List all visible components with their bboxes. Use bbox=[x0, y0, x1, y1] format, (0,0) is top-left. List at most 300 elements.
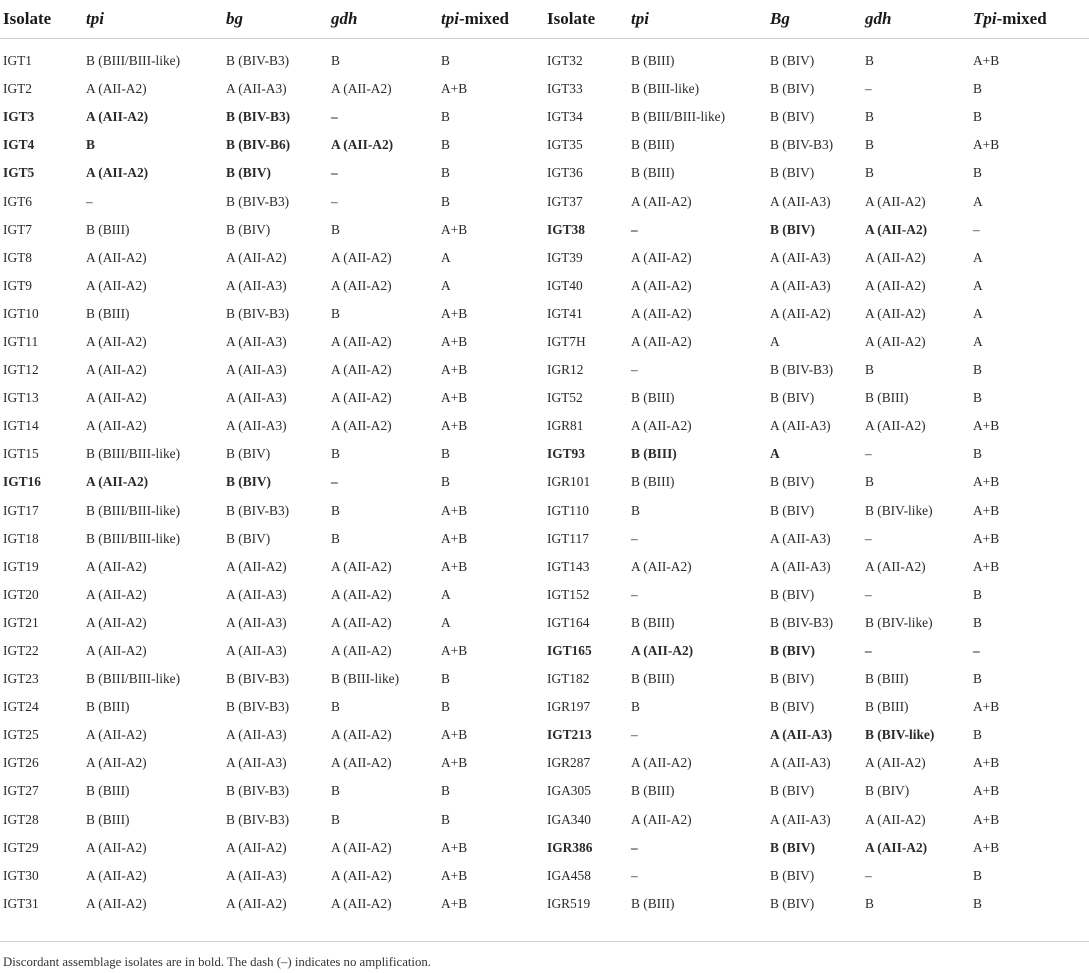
genotype-cell: B bbox=[865, 53, 874, 69]
table-row bbox=[0, 806, 1089, 834]
genotype-cell: A (AII-A2) bbox=[865, 811, 926, 827]
genotype-cell: A (AII-A3) bbox=[770, 418, 831, 434]
genotype-cell: A+B bbox=[973, 418, 1000, 434]
genotype-cell: A (AII-A2) bbox=[86, 249, 147, 265]
genotype-cell: A (AII-A2) bbox=[331, 362, 392, 378]
genotype-cell: B (BIII/BIII-like) bbox=[86, 53, 181, 69]
genotype-cell: A (AII-A2) bbox=[631, 333, 692, 349]
genotype-cell: A (AII-A2) bbox=[86, 558, 147, 574]
genotype-cell: A (AII-A2) bbox=[86, 390, 147, 406]
genotype-cell: A (AII-A2) bbox=[631, 193, 692, 209]
genotype-cell: B (BIV) bbox=[865, 783, 910, 799]
genotype-cell: B (BIII) bbox=[631, 614, 675, 630]
genotype-cell: B bbox=[973, 81, 982, 97]
genotype-cell: B (BIV) bbox=[770, 474, 815, 490]
genotype-cell: B bbox=[865, 474, 874, 490]
genotype-cell: B bbox=[973, 446, 982, 462]
isolate-cell: IGT93 bbox=[547, 446, 585, 462]
isolate-cell: IGT19 bbox=[3, 558, 39, 574]
table-row bbox=[0, 272, 1089, 300]
genotype-cell: B (BIII) bbox=[631, 474, 675, 490]
genotype-cell: A (AII-A2) bbox=[331, 755, 392, 771]
column-header bbox=[767, 0, 862, 39]
genotype-cell: B bbox=[973, 390, 982, 406]
genotype-cell: A (AII-A2) bbox=[631, 558, 692, 574]
genotype-cell: B bbox=[331, 53, 340, 69]
genotype-cell: B bbox=[331, 502, 340, 518]
genotype-cell: B bbox=[973, 362, 982, 378]
genotype-cell: A (AII-A2) bbox=[865, 418, 926, 434]
isolate-cell: IGT38 bbox=[547, 221, 585, 237]
genotype-cell: B bbox=[441, 783, 450, 799]
isolate-cell: IGT21 bbox=[3, 614, 39, 630]
genotype-cell: A (AII-A2) bbox=[86, 643, 147, 659]
genotype-cell: A (AII-A2) bbox=[770, 305, 831, 321]
isolate-cell: IGT30 bbox=[3, 867, 39, 883]
column-header-suffix: -mixed bbox=[458, 9, 509, 28]
genotype-cell: B (BIII) bbox=[631, 783, 675, 799]
genotype-cell: B (BIII/BIII-like) bbox=[631, 109, 726, 125]
genotype-cell: A (AII-A2) bbox=[86, 109, 149, 125]
genotype-cell: – bbox=[973, 643, 980, 659]
genotype-cell: A (AII-A2) bbox=[331, 418, 392, 434]
table-row bbox=[0, 525, 1089, 553]
genotype-cell: B (BIV) bbox=[226, 446, 271, 462]
genotype-cell: A bbox=[973, 193, 983, 209]
genotype-cell: B (BIII) bbox=[86, 783, 130, 799]
table-row bbox=[0, 721, 1089, 749]
isolate-cell: IGT3 bbox=[3, 109, 35, 125]
isolate-cell: IGT17 bbox=[3, 502, 39, 518]
isolate-cell: IGT2 bbox=[3, 81, 33, 97]
genotype-cell: A (AII-A2) bbox=[86, 362, 147, 378]
genotype-cell: – bbox=[865, 530, 872, 546]
genotype-cell: – bbox=[865, 867, 872, 883]
genotype-cell: A+B bbox=[973, 839, 1000, 855]
isolate-cell: IGT165 bbox=[547, 643, 592, 659]
genotype-cell: B (BIV) bbox=[770, 867, 815, 883]
table-row bbox=[0, 131, 1089, 159]
genotype-cell: A+B bbox=[441, 221, 468, 237]
isolate-cell: IGT14 bbox=[3, 418, 39, 434]
genotype-cell: A (AII-A3) bbox=[226, 418, 287, 434]
genotype-cell: A+B bbox=[441, 895, 468, 911]
genotype-cell: B bbox=[973, 867, 982, 883]
isolate-cell: IGT35 bbox=[547, 137, 583, 153]
table-footnote: Discordant assemblage isolates are in bold. The dash (–) indicates no amplification. bbox=[3, 955, 431, 969]
genotype-cell: A (AII-A2) bbox=[331, 277, 392, 293]
isolate-cell: IGT15 bbox=[3, 446, 39, 462]
column-header bbox=[544, 0, 628, 39]
genotype-cell: A (AII-A3) bbox=[770, 811, 831, 827]
genotype-cell: B (BIV-B3) bbox=[226, 811, 290, 827]
genotype-cell: B bbox=[441, 671, 450, 687]
genotype-cell: A (AII-A2) bbox=[331, 390, 392, 406]
isolate-cell: IGR101 bbox=[547, 474, 591, 490]
genotype-cell: B bbox=[331, 221, 340, 237]
column-header bbox=[970, 0, 1089, 39]
genotype-cell: B (BIV-B3) bbox=[770, 137, 834, 153]
genotype-cell: A+B bbox=[441, 81, 468, 97]
genotype-cell: A (AII-A3) bbox=[770, 558, 831, 574]
genotype-cell: B (BIII/BIII-like) bbox=[86, 446, 181, 462]
table-row bbox=[0, 384, 1089, 412]
table-row bbox=[0, 244, 1089, 272]
genotype-cell: A+B bbox=[441, 418, 468, 434]
genotype-cell: A (AII-A2) bbox=[631, 305, 692, 321]
table-row bbox=[0, 103, 1089, 131]
isolate-cell: IGT213 bbox=[547, 727, 592, 743]
isolate-cell: IGT36 bbox=[547, 165, 583, 181]
genotype-cell: A (AII-A2) bbox=[865, 333, 926, 349]
genotype-cell: A (AII-A3) bbox=[226, 643, 287, 659]
genotype-cell: A (AII-A3) bbox=[226, 755, 287, 771]
genotype-cell: A (AII-A3) bbox=[770, 249, 831, 265]
genotype-cell: – bbox=[631, 362, 638, 378]
genotype-cell: A (AII-A2) bbox=[331, 867, 392, 883]
genotype-cell: B (BIII) bbox=[86, 699, 130, 715]
column-header bbox=[328, 0, 438, 39]
genotype-cell: B bbox=[441, 53, 450, 69]
genotype-cell: B bbox=[973, 614, 982, 630]
genotype-cell: B (BIV-B3) bbox=[770, 362, 834, 378]
isolate-cell: IGR12 bbox=[547, 362, 584, 378]
table-row bbox=[0, 637, 1089, 665]
genotype-cell: A (AII-A2) bbox=[865, 249, 926, 265]
genotype-cell: B (BIII) bbox=[631, 390, 675, 406]
table-row bbox=[0, 75, 1089, 103]
genotype-cell: B (BIII-like) bbox=[631, 81, 700, 97]
genotype-cell: – bbox=[865, 643, 872, 659]
table-body bbox=[0, 39, 1089, 918]
genotype-cell: A (AII-A2) bbox=[86, 277, 147, 293]
genotype-cell: B (BIV) bbox=[226, 474, 272, 490]
genotype-cell: A+B bbox=[973, 783, 1000, 799]
genotype-cell: A (AII-A2) bbox=[331, 137, 394, 153]
isolate-cell: IGT23 bbox=[3, 671, 39, 687]
table-row bbox=[0, 187, 1089, 215]
table-row bbox=[0, 749, 1089, 777]
table-row bbox=[0, 553, 1089, 581]
genotype-cell: – bbox=[331, 165, 338, 181]
genotype-cell: A bbox=[770, 333, 780, 349]
genotype-cell: B (BIII) bbox=[631, 446, 677, 462]
isolate-cell: IGR197 bbox=[547, 699, 591, 715]
genotype-cell: A bbox=[973, 305, 983, 321]
genotype-cell: A+B bbox=[441, 839, 468, 855]
genotype-cell: – bbox=[331, 109, 338, 125]
genotype-cell: A (AII-A3) bbox=[226, 614, 287, 630]
genotype-cell: A bbox=[441, 614, 451, 630]
genotype-cell: A (AII-A2) bbox=[86, 81, 147, 97]
genotype-cell: B (BIII) bbox=[631, 165, 675, 181]
genotype-cell: A (AII-A3) bbox=[770, 727, 833, 743]
genotype-cell: B (BIII) bbox=[631, 137, 675, 153]
genotype-cell: A+B bbox=[441, 333, 468, 349]
genotype-cell: A (AII-A2) bbox=[865, 839, 928, 855]
isolate-cell: IGT8 bbox=[3, 249, 33, 265]
genotype-cell: A+B bbox=[973, 558, 1000, 574]
isolate-cell: IGA458 bbox=[547, 867, 591, 883]
genotype-cell: A (AII-A2) bbox=[865, 277, 926, 293]
genotype-cell: A (AII-A2) bbox=[226, 839, 287, 855]
genotype-cell: A (AII-A2) bbox=[631, 418, 692, 434]
genotype-cell: A (AII-A2) bbox=[86, 418, 147, 434]
genotype-cell: A (AII-A2) bbox=[86, 867, 147, 883]
genotype-cell: A (AII-A3) bbox=[226, 867, 287, 883]
genotype-cell: B (BIII/BIII-like) bbox=[86, 530, 181, 546]
genotype-cell: B bbox=[973, 895, 982, 911]
genotype-cell: B (BIV-B3) bbox=[226, 53, 290, 69]
genotype-cell: – bbox=[973, 221, 980, 237]
genotype-cell: A+B bbox=[441, 643, 468, 659]
genotype-cell: A (AII-A3) bbox=[226, 362, 287, 378]
isolate-cell: IGT13 bbox=[3, 390, 39, 406]
column-header-label: Bg bbox=[770, 9, 790, 28]
genotype-cell: A bbox=[770, 446, 780, 462]
genotype-cell: A+B bbox=[973, 53, 1000, 69]
genotype-cell: A+B bbox=[441, 727, 468, 743]
genotype-cell: B (BIII) bbox=[631, 895, 675, 911]
genotype-cell: B (BIV-B3) bbox=[226, 193, 290, 209]
genotype-cell: B (BIV) bbox=[226, 165, 272, 181]
genotype-cell: – bbox=[631, 530, 638, 546]
genotype-cell: B bbox=[331, 305, 340, 321]
genotype-cell: B bbox=[973, 109, 982, 125]
genotype-cell: B bbox=[441, 137, 450, 153]
genotype-cell: A+B bbox=[973, 137, 1000, 153]
genotype-cell: A (AII-A2) bbox=[865, 193, 926, 209]
genotype-cell: B (BIII) bbox=[86, 221, 130, 237]
genotype-cell: B (BIV) bbox=[770, 783, 815, 799]
genotype-cell: A (AII-A2) bbox=[331, 81, 392, 97]
genotype-cell: B (BIV) bbox=[770, 839, 816, 855]
isolate-cell: IGT52 bbox=[547, 390, 583, 406]
isolate-cell: IGT5 bbox=[3, 165, 35, 181]
genotype-cell: A (AII-A2) bbox=[865, 558, 926, 574]
genotype-cell: B (BIV) bbox=[770, 53, 815, 69]
genotype-cell: A+B bbox=[973, 811, 1000, 827]
genotype-cell: A (AII-A2) bbox=[331, 558, 392, 574]
genotype-cell: B (BIII/BIII-like) bbox=[86, 671, 181, 687]
genotype-cell: B bbox=[865, 109, 874, 125]
genotype-cell: B (BIV-B3) bbox=[226, 783, 290, 799]
genotype-cell: A (AII-A2) bbox=[631, 755, 692, 771]
genotype-cell: B (BIII) bbox=[631, 671, 675, 687]
genotype-cell: – bbox=[865, 446, 872, 462]
genotype-cell: B (BIV-like) bbox=[865, 502, 933, 518]
genotype-cell: B (BIV-like) bbox=[865, 614, 933, 630]
genotype-cell: A (AII-A2) bbox=[331, 249, 392, 265]
genotype-cell: B (BIII) bbox=[86, 811, 130, 827]
genotype-cell: B (BIII) bbox=[865, 390, 909, 406]
isolate-cell: IGT9 bbox=[3, 277, 33, 293]
genotype-cell: A bbox=[973, 249, 983, 265]
isolate-cell: IGT22 bbox=[3, 643, 39, 659]
genotype-cell: B bbox=[865, 137, 874, 153]
table-row bbox=[0, 412, 1089, 440]
genotype-cell: – bbox=[86, 193, 93, 209]
column-header bbox=[862, 0, 970, 39]
genotype-cell: A bbox=[973, 333, 983, 349]
genotype-cell: A (AII-A2) bbox=[865, 755, 926, 771]
genotype-cell: – bbox=[865, 586, 872, 602]
column-header bbox=[83, 0, 223, 39]
genotype-cell: B (BIV) bbox=[770, 81, 815, 97]
isolate-cell: IGT152 bbox=[547, 586, 590, 602]
genotype-cell: B (BIV-B6) bbox=[226, 137, 291, 153]
genotype-cell: A bbox=[441, 277, 451, 293]
genotype-cell: A (AII-A2) bbox=[331, 727, 392, 743]
isolate-cell: IGT26 bbox=[3, 755, 39, 771]
genotype-cell: A (AII-A2) bbox=[86, 333, 147, 349]
column-header-label: gdh bbox=[865, 9, 892, 28]
table-row bbox=[0, 777, 1089, 805]
table-row bbox=[0, 834, 1089, 862]
isolate-cell: IGT4 bbox=[3, 137, 35, 153]
genotype-cell: B (BIV) bbox=[770, 502, 815, 518]
column-header-label: Isolate bbox=[547, 9, 596, 28]
table-row bbox=[0, 300, 1089, 328]
genotype-cell: A (AII-A2) bbox=[331, 333, 392, 349]
genotype-cell: B bbox=[865, 895, 874, 911]
genotype-cell: A+B bbox=[441, 755, 468, 771]
genotype-cell: B (BIV) bbox=[770, 586, 815, 602]
isolate-cell: IGT28 bbox=[3, 811, 39, 827]
table-row bbox=[0, 581, 1089, 609]
isolate-cell: IGT37 bbox=[547, 193, 583, 209]
column-header-label: tpi bbox=[441, 9, 459, 28]
genotype-cell: A+B bbox=[973, 530, 1000, 546]
genotype-cell: B bbox=[865, 362, 874, 378]
genotype-cell: – bbox=[865, 81, 872, 97]
genotype-cell: B (BIV) bbox=[770, 221, 816, 237]
genotype-cell: B bbox=[441, 811, 450, 827]
genotype-cell: A (AII-A2) bbox=[86, 614, 147, 630]
isolate-cell: IGT32 bbox=[547, 53, 583, 69]
genotype-cell: B bbox=[331, 446, 340, 462]
genotype-cell: B bbox=[331, 699, 340, 715]
genotype-cell: B bbox=[865, 165, 874, 181]
genotype-cell: A (AII-A3) bbox=[226, 277, 287, 293]
genotype-cell: B (BIII-like) bbox=[331, 671, 400, 687]
isolate-cell: IGT6 bbox=[3, 193, 33, 209]
genotype-cell: A (AII-A3) bbox=[226, 586, 287, 602]
genotype-cell: A (AII-A2) bbox=[86, 895, 147, 911]
genotype-cell: A (AII-A2) bbox=[226, 895, 287, 911]
isolate-cell: IGT12 bbox=[3, 362, 39, 378]
genotype-cell: A+B bbox=[441, 390, 468, 406]
genotype-cell: B bbox=[331, 811, 340, 827]
isolate-cell: IGT31 bbox=[3, 895, 39, 911]
genotype-cell: A (AII-A3) bbox=[226, 333, 287, 349]
genotype-cell: A+B bbox=[441, 530, 468, 546]
isolate-cell: IGT143 bbox=[547, 558, 590, 574]
isolate-cell: IGR81 bbox=[547, 418, 584, 434]
table-row bbox=[0, 890, 1089, 918]
genotype-cell: – bbox=[631, 867, 638, 883]
genotype-cell: A (AII-A2) bbox=[631, 277, 692, 293]
table-row bbox=[0, 356, 1089, 384]
isolate-cell: IGR519 bbox=[547, 895, 591, 911]
column-header-label: bg bbox=[226, 9, 243, 28]
table-row bbox=[0, 665, 1089, 693]
isolate-cell: IGT41 bbox=[547, 305, 583, 321]
genotype-cell: B (BIII/BIII-like) bbox=[86, 502, 181, 518]
genotype-cell: B (BIV-B3) bbox=[226, 305, 290, 321]
column-header-label: tpi bbox=[86, 9, 104, 28]
genotype-cell: B (BIV-B3) bbox=[770, 614, 834, 630]
genotype-cell: B (BIV) bbox=[770, 165, 815, 181]
isolate-cell: IGR386 bbox=[547, 839, 593, 855]
genotype-cell: A (AII-A2) bbox=[86, 727, 147, 743]
genotype-cell: B (BIII) bbox=[865, 699, 909, 715]
genotype-cell: A (AII-A3) bbox=[770, 193, 831, 209]
table-row bbox=[0, 328, 1089, 356]
genotype-cell: B (BIII) bbox=[865, 671, 909, 687]
isolate-cell: IGT18 bbox=[3, 530, 39, 546]
genotype-cell: B (BIV) bbox=[226, 530, 271, 546]
genotype-cell: B bbox=[331, 530, 340, 546]
table-row bbox=[0, 216, 1089, 244]
genotype-cell: B (BIV-B3) bbox=[226, 671, 290, 687]
genotype-cell: A+B bbox=[441, 305, 468, 321]
genotype-cell: B (BIV-B3) bbox=[226, 109, 291, 125]
isolate-cell: IGT29 bbox=[3, 839, 39, 855]
genotype-cell: A bbox=[973, 277, 983, 293]
isolate-cell: IGT34 bbox=[547, 109, 583, 125]
genotype-cell: A (AII-A2) bbox=[86, 474, 149, 490]
column-header bbox=[223, 0, 328, 39]
isolate-cell: IGT16 bbox=[3, 474, 41, 490]
genotype-cell: – bbox=[631, 839, 638, 855]
genotype-cell: A (AII-A2) bbox=[86, 165, 149, 181]
genotype-cell: A+B bbox=[441, 558, 468, 574]
genotype-cell: A (AII-A2) bbox=[631, 811, 692, 827]
genotype-cell: B (BIII) bbox=[86, 305, 130, 321]
column-header bbox=[438, 0, 544, 39]
genotype-cell: B bbox=[441, 446, 450, 462]
genotype-cell: B (BIV-like) bbox=[865, 727, 935, 743]
genotype-cell: A+B bbox=[441, 867, 468, 883]
genotype-cell: A (AII-A2) bbox=[331, 614, 392, 630]
isolate-cell: IGA340 bbox=[547, 811, 591, 827]
genotype-cell: A bbox=[441, 586, 451, 602]
table-row bbox=[0, 468, 1089, 496]
genotype-cell: B bbox=[973, 165, 982, 181]
isolate-cell: IGT182 bbox=[547, 671, 590, 687]
isolate-cell: IGT25 bbox=[3, 727, 39, 743]
genotype-cell: A (AII-A3) bbox=[770, 277, 831, 293]
genotype-cell: A+B bbox=[973, 699, 1000, 715]
genotype-cell: B bbox=[973, 586, 982, 602]
genotype-cell: B (BIV) bbox=[770, 390, 815, 406]
isolate-cell: IGT164 bbox=[547, 614, 590, 630]
isolate-cell: IGT24 bbox=[3, 699, 39, 715]
table-row bbox=[0, 497, 1089, 525]
isolate-cell: IGT10 bbox=[3, 305, 39, 321]
genotype-cell: A+B bbox=[973, 474, 1000, 490]
genotype-cell: B bbox=[973, 671, 982, 687]
genotype-cell: A (AII-A2) bbox=[331, 643, 392, 659]
column-header bbox=[0, 0, 83, 39]
genotype-cell: B (BIV) bbox=[770, 671, 815, 687]
genotype-cell: A (AII-A2) bbox=[226, 558, 287, 574]
genotype-cell: B bbox=[441, 165, 450, 181]
genotype-cell: B bbox=[86, 137, 95, 153]
genotype-cell: A (AII-A2) bbox=[86, 755, 147, 771]
genotype-cell: – bbox=[331, 474, 338, 490]
